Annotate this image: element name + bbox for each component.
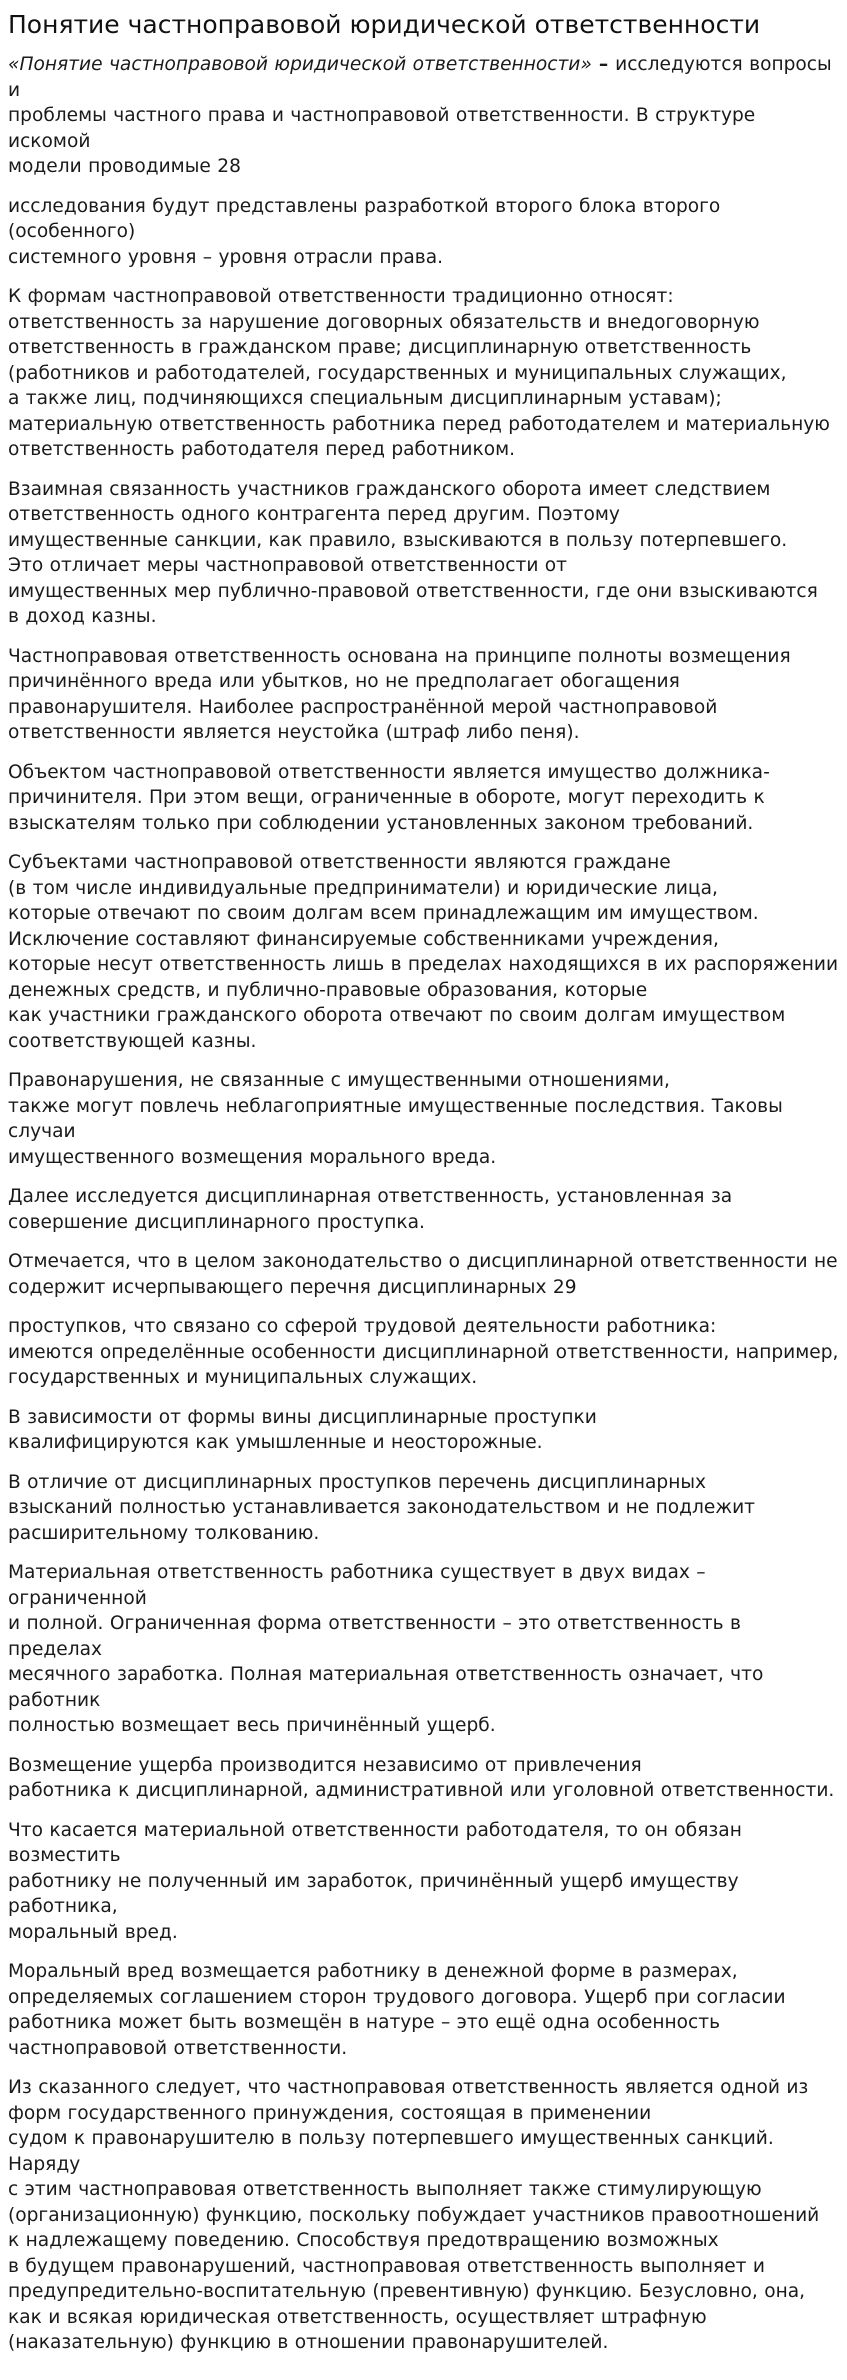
paragraph: Возмещение ущерба производится независимо от привлечения работника к дисциплинарной, административной или уголовной ответственности. [8,1754,835,1801]
paragraph: Правонарушения, не связанные с имущественными отношениями, также могут повлечь неблагоприятные имущественные последствия. Таковы случаи имущественного возмещения морального вреда. [8,1070,783,1168]
paragraph: Что касается материальной ответственности работодателя, то он обязан возместить работнику не полученный им заработок, причинённый ущерб имуществу работника, моральный вред. [8,1819,742,1943]
paragraph: В зависимости от формы вины дисциплинарные проступки квалифицируются как умышленные и неосторожные. [8,1406,597,1453]
page-title: Понятие частноправовой юридической ответственности [8,10,761,39]
paragraph: Субъектами частноправовой ответственности являются граждане (в том числе индивидуальные предприниматели) и юридические лица, которые отвечают по своим долгам всем принадлежащим им имуществом. Исключение составляют финансируемые собственниками учреждения, которые несут ответственность лишь в пределах находящихся в их распоряжении денежных средств, и публично-правовые образования, которые как участники гражданского оборота отвечают по своим долгам имуществом соответствующей казны. [8,852,839,1052]
intro-text: исследуются вопросы и проблемы частного права и частноправовой ответственности. В структуре искомой модели проводимые 28 [8,54,832,177]
paragraph: Взаимная связанность участников гражданского оборота имеет следствием ответственность одного контрагента перед другим. Поэтому имущественные санкции, как правило, взыскиваются в пользу потерпевшего. Это отличает меры частноправовой ответственности от имущественных мер публично-правовой ответственности, где они взыскиваются в доход казны. [8,478,818,627]
paragraph: исследования будут представлены разработкой второго блока второго (особенного) системного уровня – уровня отрасли права. [8,195,721,268]
paragraph: Отмечается, что в целом законодательство о дисциплинарной ответственности не содержит исчерпывающего перечня дисциплинарных 29 [8,1251,838,1298]
paragraph: Моральный вред возмещается работнику в денежной форме в размерах, определяемых соглашением сторон трудового договора. Ущерб при согласии работника может быть возмещён в натуре – это ещё одна особенность частноправовой ответственности. [8,1961,786,2059]
paragraph: Далее исследуется дисциплинарная ответственность, установленная за совершение дисциплинарного проступка. [8,1186,733,1233]
paragraph: Объектом частноправовой ответственности является имущество должника- причинителя. При этом вещи, ограниченные в обороте, могут переходить к взыскателям только при соблюдении установленных законом требований. [8,761,770,834]
intro-paragraph [8,52,839,180]
intro-emphasis: «Понятие частноправовой юридической ответственности» [8,54,592,75]
paragraph: В отличие от дисциплинарных проступков перечень дисциплинарных взысканий полностью устанавливается законодательством и не подлежит расширительному толкованию. [8,1471,755,1544]
paragraph: Материальная ответственность работника существует в двух видах – ограниченной и полной. Ограниченная форма ответственности – это ответственность в пределах месячного заработка. Полная материальная ответственность означает, что работник полностью возмещает весь причинённый ущерб. [8,1562,764,1736]
paragraph: проступков, что связано со сферой трудовой деятельности работника: имеются определённые особенности дисциплинарной ответственности, например, государственных и муниципальных служащих. [8,1316,839,1388]
intro-dash: – [591,54,616,75]
paragraph: Частноправовая ответственность основана на принципе полноты возмещения причинённого вреда или убытков, но не предполагает обогащения правонарушителя. Наиболее распространённой мерой частноправовой ответственности является неустойка (штраф либо пеня). [8,645,791,743]
paragraph: Из сказанного следует, что частноправовая ответственность является одной из форм государственного принуждения, состоящая в применении судом к правонарушителю в пользу потерпевшего имущественных санкций. Наряду с этим частноправовая ответственность выполняет также стимулирующую (организационную) функцию, поскольку побуждает участников правоотношений к надлежащему поведению. Способствуя предотвращению возможных в будущем правонарушений, частноправовая ответственность выполняет и предупредительно-воспитательную (превентивную) функцию. Безусловно, она, как и всякая юридическая ответственность, осуществляет штрафную (наказательную) функцию в отношении правонарушителей. [8,2077,820,2353]
paragraph: К формам частноправовой ответственности традиционно относят: ответственность за нарушение договорных обязательств и внедоговорную ответственность в гражданском праве; дисциплинарную ответственность (работников и работодателей, государственных и муниципальных служащих, а также лиц, подчиняющихся специальным дисциплинарным уставам); материальную ответственность работника перед работодателем и материальную ответственность работодателя перед работником. [8,286,830,460]
